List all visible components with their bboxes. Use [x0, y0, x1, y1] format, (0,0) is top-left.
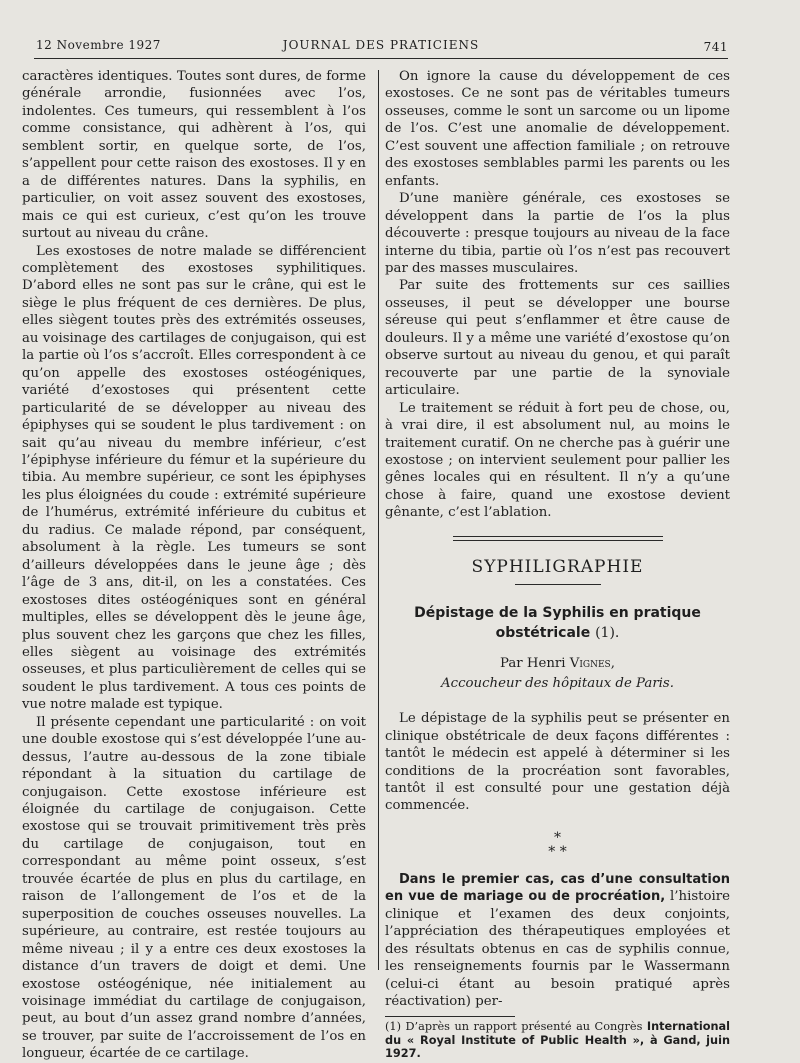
paragraph: Par suite des frottements sur ces saillies osseuses, il peut se développer une bourse séreuse qui peut s’enflammer et être cause de douleurs. Il y a même une variété d’exostose qu’on observe surtout au niveau du genou, et qui paraît recouverte par une partie de la synoviale articulaire.	[385, 278, 730, 399]
byline-prefix: Par Henri	[500, 656, 566, 672]
footnote-part: International du « Royal Institute of Public Health », à Gand,	[385, 1020, 730, 1047]
article-title	[385, 603, 730, 643]
footnote-rule	[385, 1016, 515, 1017]
footnote-ref: (1).	[595, 625, 620, 642]
paragraph: Les exostoses de notre malade se différencient complètement des exostoses syphilitiques. D’abord elles ne sont pas sur le crâne, qui est le siège le plus fréquent de ces dernières. De plus, elles siègent toutes près des extrémités osseuses, au voisinage des cartilages de conjugaison, qui est la partie où l’os s’accroît. Elles correspondent à ce qu’on appelle des exostoses ostéogéniques, variété d’exostoses qui présentent cette particularité de se développer au niveau des épiphyses qui se soudent le plus tardivement : on sait qu’au niveau du membre inférieur, c’est l’épiphyse inférieure du fémur et la supérieure du tibia. Au membre supérieur, ce sont les épiphyses les plus éloignées du coude : extrémité supérieure de l’humérus, extrémité inférieure du cubitus et du radius. Ce malade répond, par conséquent, absolument à la règle. Les tumeurs se sont d’ailleurs développées dans le jeune âge ; dès l’âge de 3 ans, dit-il, on les a constatées. Ces exostoses dites ostéogéniques sont en général multiples, elles se développent dès le jeune âge, plus souvent chez les garçons que chez les filles, elles siègent au voisinage des extrémités osseuses, et plus particulièrement de celles qui se soudent le plus tardivement. A tous ces points de vue notre malade est typique.	[22, 243, 366, 713]
left-column	[22, 68, 366, 1063]
paragraph: Le traitement se réduit à fort peu de chose, ou, à vrai dire, il est absolument nul, au moins le traitement curatif. On ne cherche pas à guérir une exostose ; on intervient seulement pour pallier les gênes locales qui en résultent. Il n’y a qu’une chose à faire, quand une exostose devient gênante, c’est l’ablation.	[385, 400, 730, 521]
author-affiliation: Accoucheur des hôpitaux de Paris.	[441, 675, 674, 691]
paragraph-rest: l’histoire clinique et l’examen des deux conjoints, l’appréciation des thérapeutiques employées et des résultats obtenus en cas de syphilis connue, les renseignements fournis par le Wassermann (celui-ci étant au besoin pratiqué après réactivation) per-	[385, 889, 730, 1010]
page-number: 741	[703, 40, 728, 54]
asterism	[385, 831, 730, 859]
asterism-bottom: * *	[548, 843, 567, 860]
right-column	[385, 68, 730, 1061]
paragraph: Il présente cependant une particularité : on voit une double exostose qui s’est développée l’une au-dessus, l’autre au-dessous de la zone tibiale répondant à la situation du cartilage de conjugaison. Cette exostose inférieure est éloignée du cartilage de conjugaison. Cette exostose qui se trouvait primitivement très près du cartilage de conjugaison, tout en correspondant au même point osseux, s’est trouvée écartée de plus en plus du cartilage, en raison de l’allongement de l’os et de la superposition de couches osseuses nouvelles. La supérieure, au contraire, est restée toujours au même niveau ; il y a entre ces deux exostoses la distance d’un travers de doigt et demi. Une exostose ostéogénique, née initialement au voisinage immédiat du cartilage de conjugaison, peut, au bout d’un assez grand nombre d’années, se trouver, par suite de l’accroissement de l’os en longueur, écartée de ce cartilage.	[22, 714, 366, 1062]
running-header	[34, 36, 728, 59]
paragraph: On ignore la cause du développement de ces exostoses. Ce ne sont pas de véritables tumeurs osseuses, comme le sont un sarcome ou un lipome de l’os. C’est une anomalie de développement. C’est souvent une affection familiale ; on retrouve des exostoses semblables parmi les parents ou les enfants.	[385, 69, 730, 189]
column-divider	[378, 70, 379, 970]
paragraph: caractères identiques. Toutes sont dures, de forme générale arrondie, fusionnées avec l’os, indolentes. Ces tumeurs, qui ressemblent à l’os comme consistance, qui adhèrent à l’os, qui semblent sortir, en quelque sorte, de l’os, s’appellent pour cette raison des exostoses. Il y en a de différentes natures. Dans la syphilis, en particulier, on voit assez souvent des exostoses, mais ce qui est curieux, c’est qu’on les trouve surtout au niveau du crâne.	[22, 69, 366, 242]
article-title-text: Dépistage de la Syphilis en pratique obstétricale	[414, 605, 701, 642]
paragraph	[385, 871, 730, 1011]
footnote-part: juin 1927.	[385, 1033, 731, 1061]
header-date: 12 Novembre 1927	[36, 38, 161, 52]
lead-in-bold: Dans le premier cas, cas d’une consultation en vue de mariage ou de procréation,	[385, 871, 730, 905]
section-underline	[515, 584, 601, 585]
asterism-top: *	[554, 829, 561, 846]
paragraph: Le dépistage de la syphilis peut se présenter en clinique obstétricale de deux façons différentes : tantôt le médecin est appelé à déterminer si les conditions de la procréation sont favorables, tantôt il est consulté pour une gestation déjà commencée.	[385, 711, 730, 814]
author-name: Vignes,	[569, 656, 615, 672]
byline	[385, 655, 730, 672]
footnote-part: (1) D’après un rapport présenté au Congrès	[385, 1020, 643, 1034]
section-separator	[453, 536, 663, 541]
journal-title: JOURNAL DES PRATICIENS	[282, 38, 480, 52]
paragraph: D’une manière générale, ces exostoses se développent dans la partie de l’os la plus découverte : presque toujours au niveau de la face interne du tibia, partie où l’os n’est pas recouvert par des masses musculaires.	[385, 191, 730, 276]
footnote	[385, 1020, 730, 1061]
section-title: SYPHILIGRAPHIE	[471, 556, 644, 577]
